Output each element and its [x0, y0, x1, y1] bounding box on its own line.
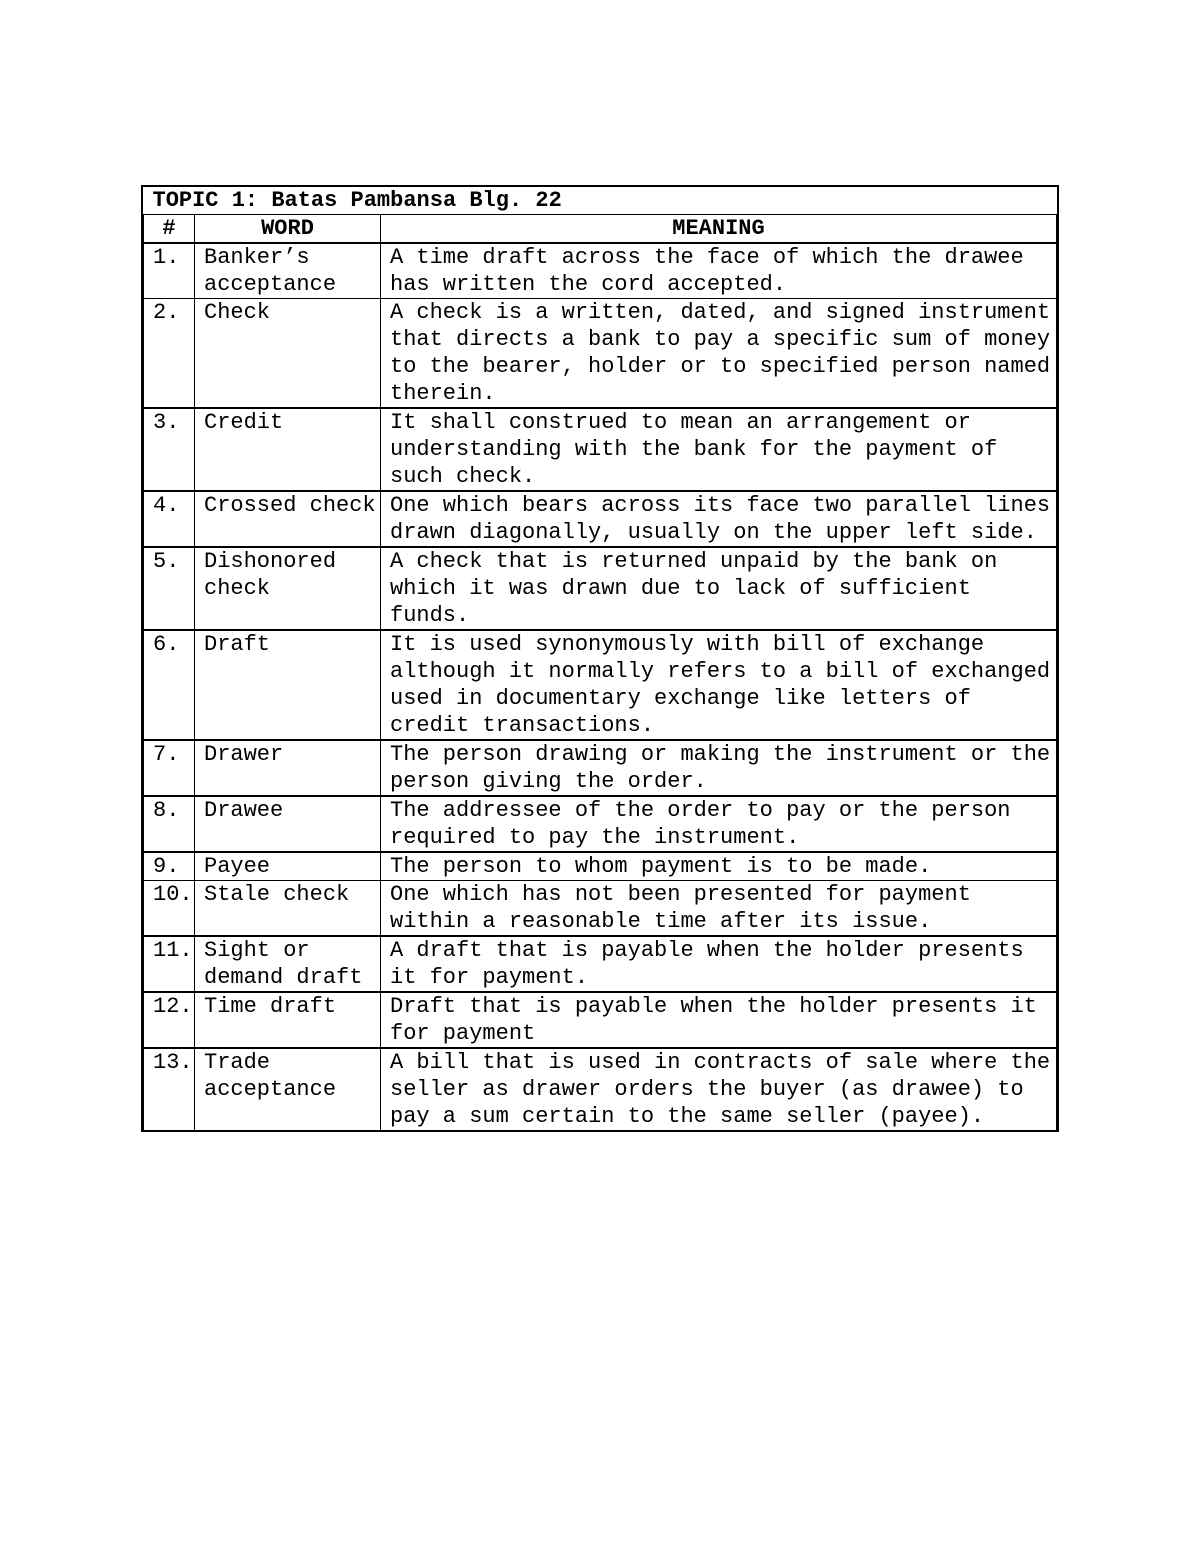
- row-meaning: One which bears across its face two parallel lines drawn diagonally, usually on the upper left side.: [381, 491, 1057, 547]
- row-number: 8.: [144, 796, 195, 852]
- row-number: 4.: [144, 491, 195, 547]
- row-meaning: One which has not been presented for payment within a reasonable time after its issue.: [381, 881, 1057, 937]
- row-number: 3.: [144, 408, 195, 491]
- row-meaning: Draft that is payable when the holder presents it for payment: [381, 992, 1057, 1048]
- table-row: [144, 630, 1057, 740]
- row-number: 10.: [144, 881, 195, 937]
- row-number: 11.: [144, 936, 195, 992]
- table-row: [144, 1048, 1057, 1130]
- row-word: Crossed check: [195, 491, 381, 547]
- row-meaning: A draft that is payable when the holder presents it for payment.: [381, 936, 1057, 992]
- column-header-number: #: [144, 215, 195, 244]
- row-word: Trade acceptance: [195, 1048, 381, 1130]
- table-row: [144, 796, 1057, 852]
- table-row: [144, 936, 1057, 992]
- glossary-table: [143, 187, 1064, 1130]
- row-number: 5.: [144, 547, 195, 630]
- table-row: [144, 408, 1057, 491]
- row-meaning: It is used synonymously with bill of exchange although it normally refers to a bill of exchanged used in documentary exchange like letters of credit transactions.: [381, 630, 1057, 740]
- table-row: [144, 852, 1057, 881]
- row-number: 6.: [144, 630, 195, 740]
- glossary-sheet: [141, 185, 1064, 1132]
- row-number: 1.: [144, 243, 195, 299]
- row-number: 13.: [144, 1048, 195, 1130]
- table-row: [144, 243, 1057, 299]
- row-meaning: A check that is returned unpaid by the bank on which it was drawn due to lack of sufficient funds.: [381, 547, 1057, 630]
- row-meaning: The person drawing or making the instrument or the person giving the order.: [381, 740, 1057, 796]
- table-row: [144, 547, 1057, 630]
- row-word: Time draft: [195, 992, 381, 1048]
- row-word: Sight or demand draft: [195, 936, 381, 992]
- row-word: Banker’s acceptance: [195, 243, 381, 299]
- table-title: TOPIC 1: Batas Pambansa Blg. 22: [144, 187, 1057, 215]
- row-meaning: A bill that is used in contracts of sale where the seller as drawer orders the buyer (as drawee) to pay a sum certain to the same seller (payee).: [381, 1048, 1057, 1130]
- column-header-word: WORD: [195, 215, 381, 244]
- glossary-rows: [144, 243, 1064, 1130]
- row-word: Drawer: [195, 740, 381, 796]
- table-row: [144, 881, 1057, 937]
- row-word: Draft: [195, 630, 381, 740]
- table-row: [144, 992, 1057, 1048]
- row-number: 9.: [144, 852, 195, 881]
- row-number: 12.: [144, 992, 195, 1048]
- row-meaning: The person to whom payment is to be made.: [381, 852, 1057, 881]
- row-meaning: A check is a written, dated, and signed instrument that directs a bank to pay a specific sum of money to the bearer, holder or to specified person named therein.: [381, 299, 1057, 409]
- row-word: Credit: [195, 408, 381, 491]
- row-number: 2.: [144, 299, 195, 409]
- row-word: Drawee: [195, 796, 381, 852]
- row-meaning: The addressee of the order to pay or the person required to pay the instrument.: [381, 796, 1057, 852]
- row-word: Dishonored check: [195, 547, 381, 630]
- table-row: [144, 299, 1057, 409]
- column-header-meaning: MEANING: [381, 215, 1057, 244]
- row-word: Payee: [195, 852, 381, 881]
- row-word: Stale check: [195, 881, 381, 937]
- row-meaning: It shall construed to mean an arrangement or understanding with the bank for the payment of such check.: [381, 408, 1057, 491]
- table-row: [144, 740, 1057, 796]
- row-meaning: A time draft across the face of which the drawee has written the cord accepted.: [381, 243, 1057, 299]
- row-word: Check: [195, 299, 381, 409]
- row-number: 7.: [144, 740, 195, 796]
- table-row: [144, 491, 1057, 547]
